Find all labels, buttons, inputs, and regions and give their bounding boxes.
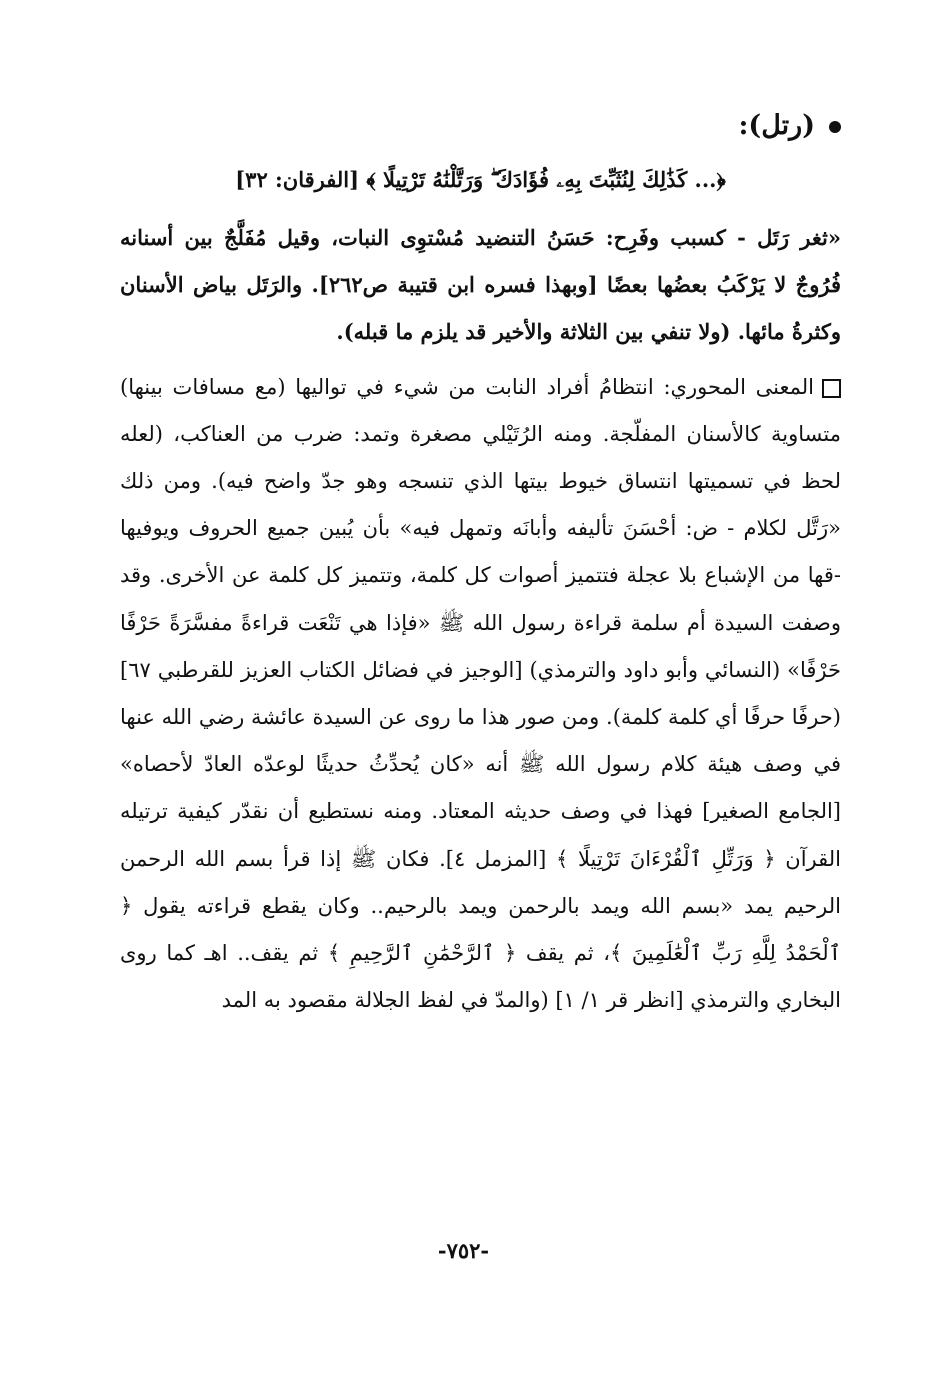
- core-meaning-label: المعنى المحوري:: [663, 374, 815, 399]
- square-marker-icon: [822, 379, 841, 398]
- bullet-icon: [829, 121, 841, 133]
- entry-heading: [120, 100, 841, 152]
- entry-root-word: (رتل):: [738, 110, 815, 141]
- core-meaning-paragraph: [120, 364, 841, 1025]
- page-body: [120, 100, 841, 1024]
- definition-paragraph: «ثغر رَتَل - كسبب وفَرِح: حَسَنُ التنضيد مُسْتوِى النبات، وقيل مُفَلَّجٌ بين أسنانه فُرُوجٌ لا يَرْكَبُ بعضُها بعضًا [وبهذا فسره ابن قتيبة ص٢٦٢]. والرَتَل بياض الأسنان وكثرةُ مائها. (ولا تنفي بين الثلاثة والأخير قد يلزم ما قبله).: [120, 225, 841, 345]
- quran-citation: ﴿... كَذَٰلِكَ لِنُثَبِّتَ بِهِۦ فُؤَادَكَ ۖ وَرَتَّلْنَٰهُ تَرْتِيلًا ﴾ [الفرقان: ٣٢]: [235, 167, 726, 192]
- core-meaning-text: انتظامُ أفراد النابت من شيء في تواليها (مع مسافات بينها) متساوية كالأسنان المفلّجة. ومنه الرُتَيْلي مصغرة وتمد: ضرب من العناكب، (لعله لحظ في تسميتها انتساق خيوط بيتها الذي تنسجه وهو جدّ واضح فيه). ومن ذلك «رَتَّل لكلام - ض: أحْسَنَ تأليفه وأبانَه وتمهل فيه» بأن يُبين جميع الحروف ويوفيها -قها من الإشباع بلا عجلة فتتميز أصوات كل كلمة، وتتميز كل كلمة عن الأخرى. وقد وصفت السيدة أم سلمة قراءة رسول الله ﷺ «فإذا هي تَنْعَت قراءةً مفسَّرَةً حَرْفًا حَرْفًا» (النسائي وأبو داود والترمذي) [الوجيز في فضائل الكتاب العزيز للقرطبي ٦٧] (حرفًا حرفًا أي كلمة كلمة). ومن صور هذا ما روى عن السيدة عائشة رضي الله عنها في وصف هيئة كلام رسول الله ﷺ أنه «كان يُحدِّثُ حديثًا لوعدّه العادّ لأحصاه» [الجامع الصغير] فهذا في وصف حديثه المعتاد. ومنه نستطيع أن نقدّر كيفية ترتيله القرآن ﴿ وَرَتِّلِ ٱلْقُرْءَانَ تَرْتِيلًا ﴾ [المزمل ٤]. فكان ﷺ إذا قرأ بسم الله الرحمن الرحيم يمد «بسم الله ويمد بالرحمن ويمد بالرحيم.. وكان يقطع قراءته يقول ﴿ ٱلْحَمْدُ لِلَّهِ رَبِّ ٱلْعَٰلَمِينَ ﴾، ثم يقف ﴿ ٱلرَّحْمَٰنِ ٱلرَّحِيمِ ﴾ ثم يقف.. اهـ كما روى البخاري والترمذي [انظر قر ١/ ١] (والمدّ في لفظ الجلالة مقصود به المد: [120, 374, 842, 1013]
- page-number: -٧٥٢-: [437, 1238, 490, 1263]
